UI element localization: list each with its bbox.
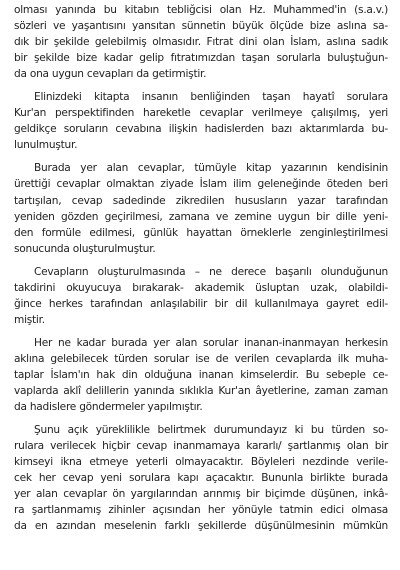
text-line: sonucunda oluşturulmuştur. xyxy=(14,242,156,255)
text-line: yer alan cevaplar ön yargılarından arınmış bir biçimde düşünen, inkâ- xyxy=(14,488,388,501)
text-line: Cevapların oluşturulmasında – ne derece başarılı olunduğunun xyxy=(34,265,388,278)
text-line: da en azından meselenin farklı şekillerde düşünülmesinin mümkün xyxy=(14,520,388,533)
text-line: miştir. xyxy=(14,313,45,326)
text-line: taplar İslam'ın hak din olduğuna inanan kimselerdir. Bu sebeple ce- xyxy=(14,368,388,381)
text-line: den formüle edilmesi, günlük hayattan örneklerle zenginleştirilmesi xyxy=(14,226,388,239)
text-line: da ona uygun cevapları da getirmiştir. xyxy=(14,68,207,81)
paragraph xyxy=(14,89,388,153)
text-line: rulara verilecek hiçbir cevap inanmamaya kararlı/ şartlanmış olan bir xyxy=(14,440,388,453)
paragraph xyxy=(14,264,388,328)
text-line: sözleri ve yaşantısını yansıtan sünnetin büyük ölçüde bize aslına sa- xyxy=(14,20,388,33)
paragraph xyxy=(14,160,388,256)
text-line: bir şekilde bize kadar gelip fıtratımızdan taşan sorularla buluştuğun- xyxy=(14,52,388,65)
text-line: Kur'an perspektifinden hareketle cevaplar verilmeye çalışılmış, yeri xyxy=(14,107,388,120)
text-line: dık bir şekilde gelebilmiş olmasıdır. Fıtrat dini olan İslam, aslına sadık xyxy=(14,36,388,49)
paragraph xyxy=(14,335,388,415)
text-line: ra şartlanmamış zihinler açısından her yönüyle tatmin edici olmasa xyxy=(14,504,388,517)
text-line: Her ne kadar burada yer alan sorular inanan-inanmayan herkesin xyxy=(34,336,388,349)
text-line: ğince herkes tarafından anlaşılabilir bir dil kullanılmaya gayret edil- xyxy=(14,297,388,310)
text-line: takdirini okuyucuya bırakarak- akademik üsluptan uzak, olabildi- xyxy=(14,281,388,294)
text-line: Elinizdeki kitapta insanın benliğinden taşan hayatî sorulara xyxy=(34,91,388,104)
text-line: da hadislere göndermeler yapılmıştır. xyxy=(14,401,203,414)
text-line: tartışılan, cevap sadedinde zikredilen hususların yazar tarafından xyxy=(14,194,388,207)
text-line: lunulmuştur. xyxy=(14,139,78,152)
text-line: kimseyi ikna etmeye yeterli olmayacaktır. Böyleleri nezdinde verile- xyxy=(14,456,388,469)
text-line: Şunu açık yüreklilikle belirtmek durumundayız ki bu türden so- xyxy=(34,424,388,437)
text-line: olması yanında bu kitabın tebliğcisi olan Hz. Muhammed'in (s.a.v.) xyxy=(14,4,388,16)
text-line: cek her cevap yeni sorulara kapı açacaktır. Bununla birlikte burada xyxy=(14,472,388,485)
text-line: yeniden gözden geçirilmesi, zamana ve zemine uygun bir dille yeni- xyxy=(14,210,388,223)
text-line: geldikçe soruların cevabına ilişkin hadislerden bazı aktarımlarda bu- xyxy=(14,123,388,136)
text-line: aklına gelebilecek türden sorular ise de verilen cevaplarda ilk muha- xyxy=(14,352,388,365)
text-line: Burada yer alan cevaplar, tümüyle kitap yazarının kendisinin xyxy=(34,162,388,175)
page-body-text xyxy=(14,2,388,541)
text-line: vaplarda aklî delillerin yanında sıklıkla Kur'an âyetlerine, zaman zaman xyxy=(14,385,388,398)
paragraph xyxy=(14,2,388,82)
paragraph xyxy=(14,422,388,534)
text-line: ürettiği cevaplar olmaktan ziyade İslam ilim geleneğinde öteden beri xyxy=(14,178,388,191)
